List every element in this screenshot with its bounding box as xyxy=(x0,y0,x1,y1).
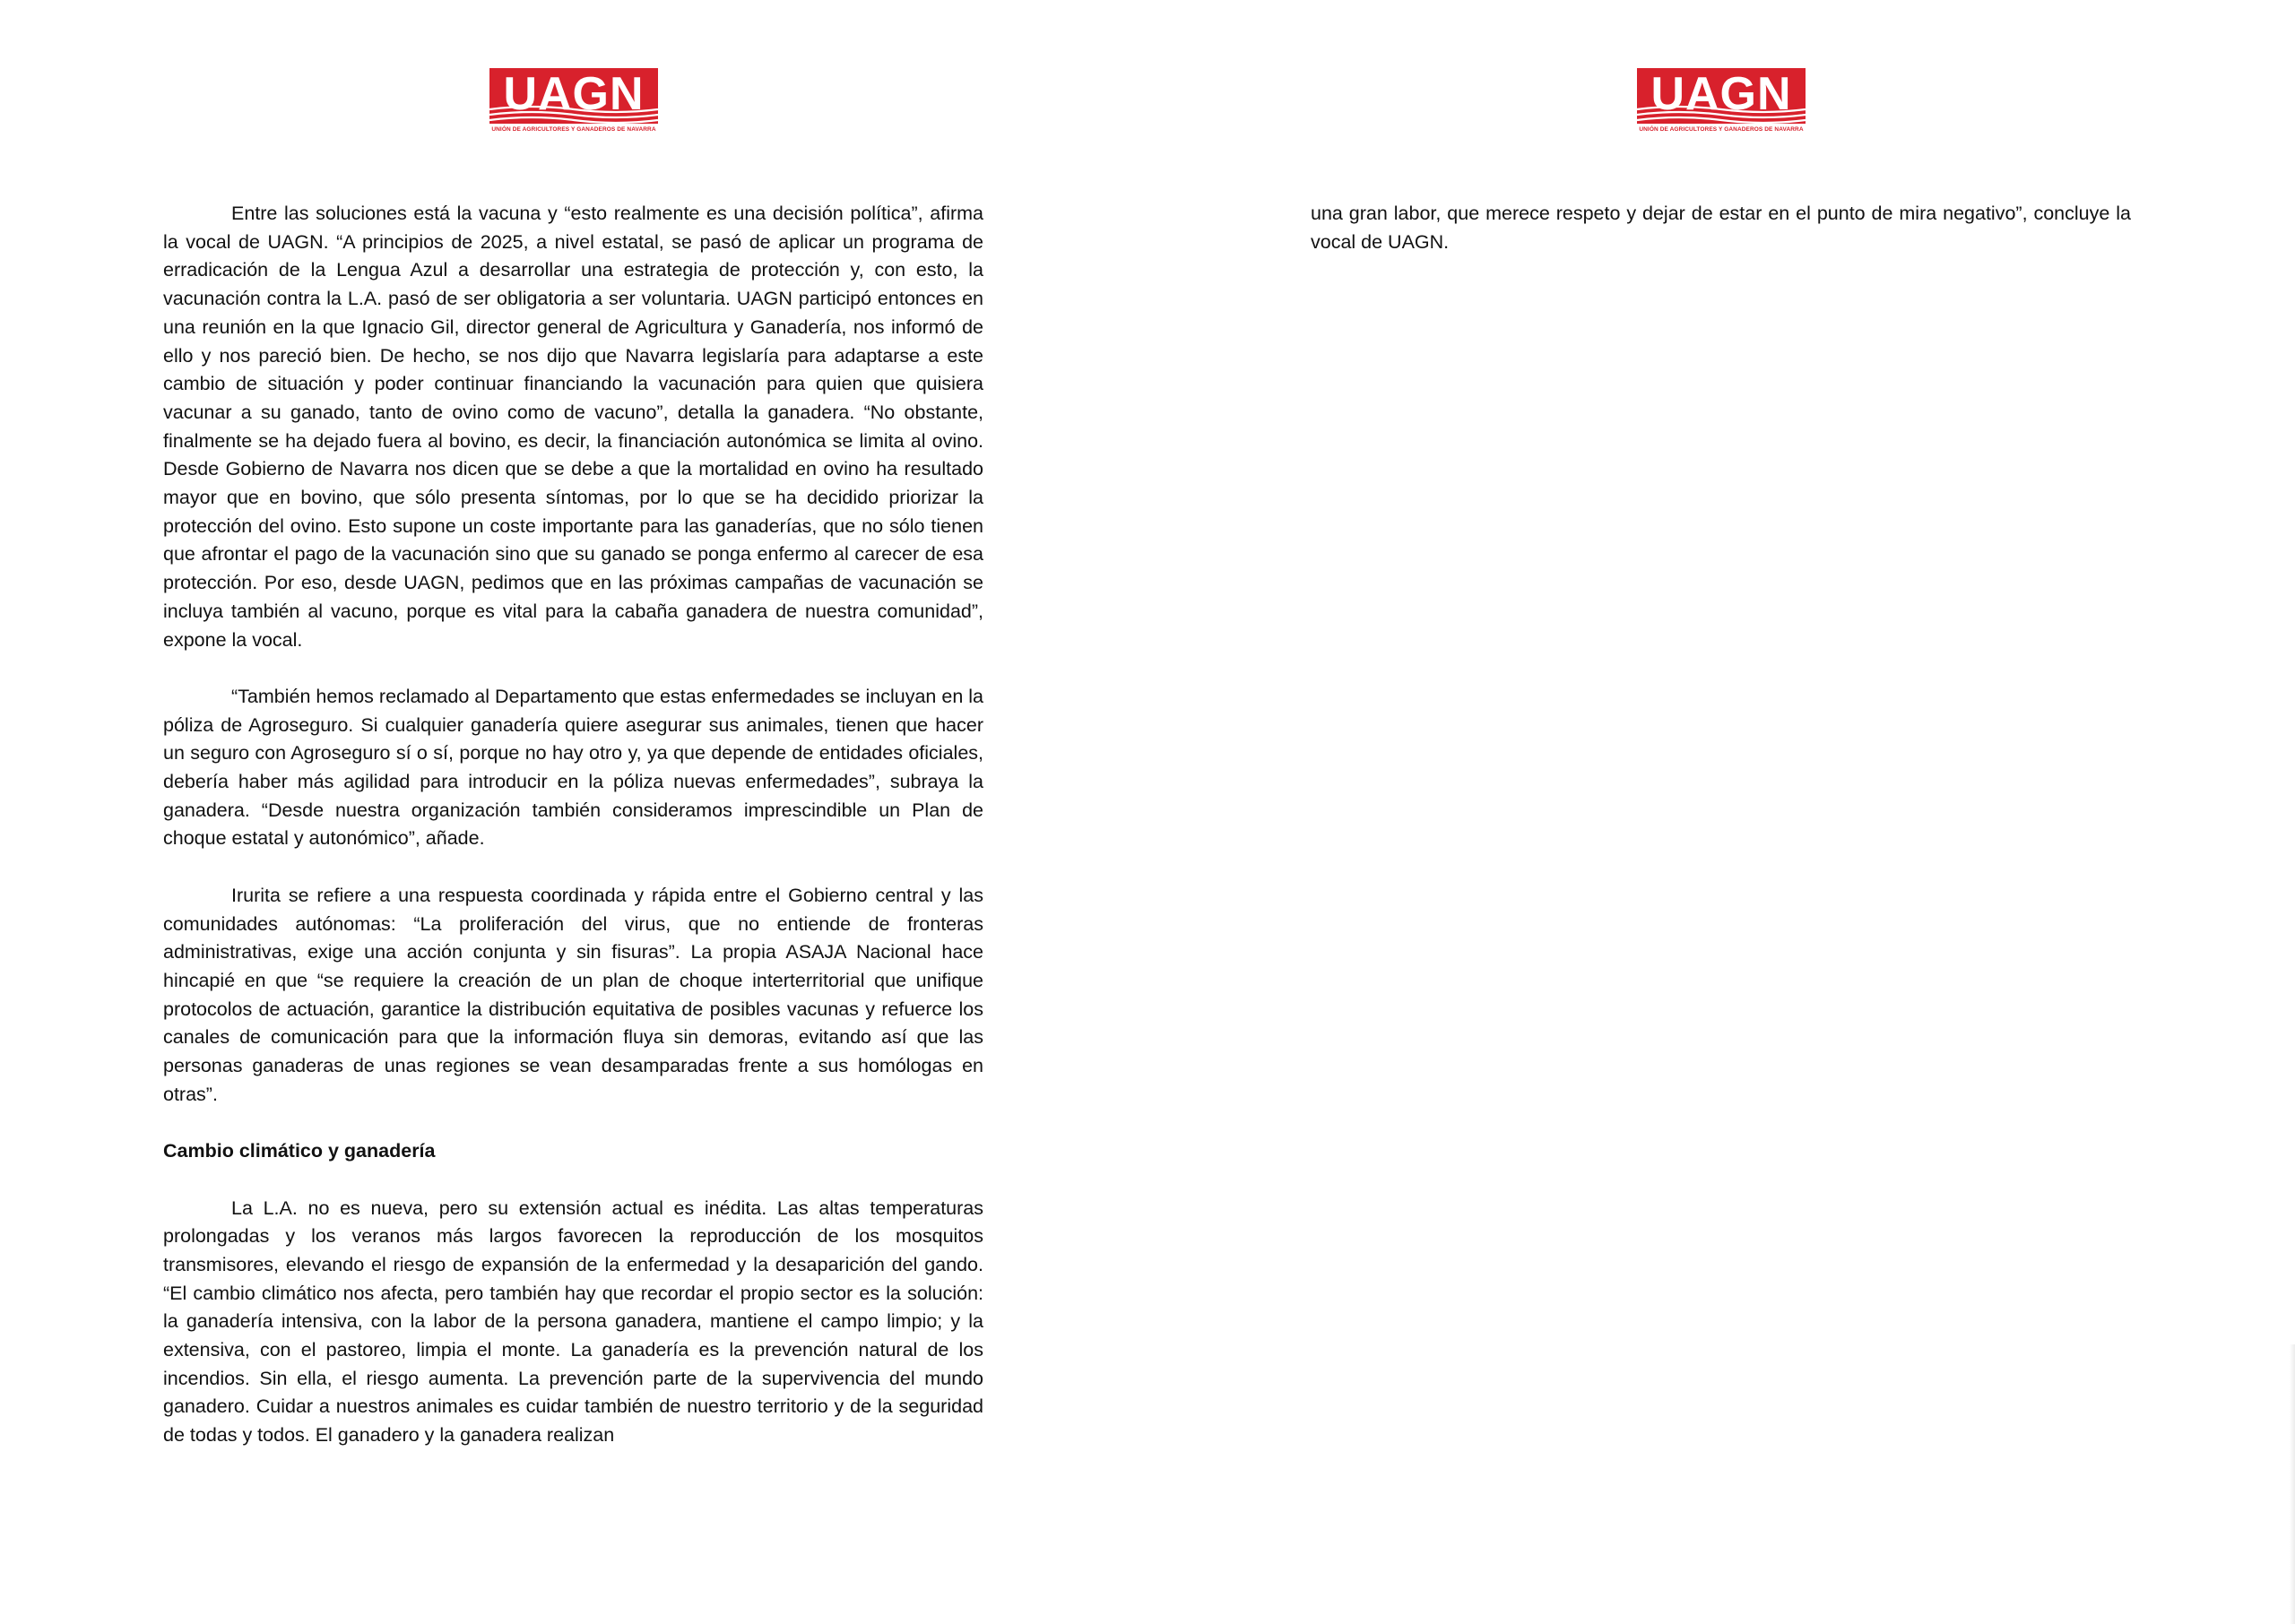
paragraph: La L.A. no es nueva, pero su extensión actual es inédita. Las altas temperaturas prolongadas y los veranos más largos favorecen la reproducción de los mosquitos transmisores, elevando el riesgo de expansión de la enfermedad y la desaparición del gando. “El cambio climático nos afecta, pero también hay que recordar el propio sector es la solución: la ganadería intensiva, con la labor de la persona ganadera, mantiene el campo limpio; y la extensiva, con el pastoreo, limpia el monte. La ganadería es la prevención natural de los incendios. Sin ella, el riesgo aumenta. La prevención parte de la supervivencia del mundo ganadero. Cuidar a nuestros animales es cuidar también de nuestro territorio y de la seguridad de todas y todos. El ganadero y la ganadera realizan xyxy=(163,1196,983,1447)
logo-mark xyxy=(489,68,658,124)
uagn-logo xyxy=(1637,68,1806,143)
logo-text: UAGN xyxy=(503,68,645,120)
document-page-right xyxy=(1148,0,2295,1624)
logo-mark xyxy=(1637,68,1806,124)
section-heading: Cambio climático y ganadería xyxy=(163,1140,436,1162)
logo-waves-icon xyxy=(1637,104,1806,124)
paragraph: Entre las soluciones está la vacuna y “esto realmente es una decisión política”, afirma la vocal de UAGN. “A principios de 2025, a nivel estatal, se pasó de aplicar un programa de erradicación de la Lengua Azul a desarrollar una estrategia de protección y, con esto, la vacunación contra la L.A. pasó de ser obligatoria a ser voluntaria. UAGN participó entonces en una reunión en la que Ignacio Gil, director general de Agricultura y Ganadería, nos informó de ello y nos pareció bien. De hecho, se nos dijo que Navarra legislaría para adaptarse a este cambio de situación y poder continuar financiando la vacunación para quien que quisiera vacunar a su ganado, tanto de ovino como de vacuno”, detalla la ganadera. “No obstante, finalmente se ha dejado fuera al bovino, es decir, la financiación autonómica se limita al ovino. Desde Gobierno de Navarra nos dicen que se debe a que la mortalidad en ovino ha resultado mayor que en bovino, que sólo presenta síntomas, por lo que se ha decidido priorizar la protección del ovino. Esto supone un coste importante para las ganaderías, que no sólo tienen que afrontar el pago de la vacunación sino que su ganado se ponga enfermo al carecer de esa protección. Por eso, desde UAGN, pedimos que en las próximas campañas de vacunación se incluya también al vacuno, porque es vital para la cabaña ganadera de nuestra comunidad”, expone la vocal. xyxy=(163,203,983,651)
uagn-logo xyxy=(489,68,658,143)
paragraph: Irurita se refiere a una respuesta coordinada y rápida entre el Gobierno central y las comunidades autónomas: “La proliferación del virus, que no entiende de fronteras administrativas, exige una acción conjunta y sin fisuras”. La propia ASAJA Nacional hace hincapié en que “se requiere la creación de un plan de choque interterritorial que unifique protocolos de actuación, garantice la distribución equitativa de posibles vacunas y refuerce los canales de comunicación para que la información fluya sin demoras, evitando así que las personas ganaderas de unas regiones se vean desamparadas frente a sus homólogas en otras”. xyxy=(163,884,983,1105)
paragraph: una gran labor, que merece respeto y dejar de estar en el punto de mira negativo”, concluye la vocal de UAGN. xyxy=(1311,203,2131,253)
page-edge-shadow xyxy=(2290,1344,2295,1624)
left-page-body xyxy=(163,200,983,1450)
logo-text: UAGN xyxy=(1650,68,1792,120)
logo-subtitle: UNIÓN DE AGRICULTORES Y GANADEROS DE NAVARRA xyxy=(491,126,656,133)
right-page-body xyxy=(1311,200,2131,256)
paragraph: “También hemos reclamado al Departamento que estas enfermedades se incluyan en la póliza de Agroseguro. Si cualquier ganadería quiere asegurar sus animales, tienen que hacer un seguro con Agroseguro sí o sí, porque no hay otro y, ya que depende de entidades oficiales, debería haber más agilidad para introducir en la póliza nuevas enfermedades”, subraya la ganadera. “Desde nuestra organización también consideramos imprescindible un Plan de choque estatal y autonómico”, añade. xyxy=(163,685,983,850)
logo-waves-icon xyxy=(489,104,658,124)
logo-subtitle: UNIÓN DE AGRICULTORES Y GANADEROS DE NAVARRA xyxy=(1639,126,1804,133)
